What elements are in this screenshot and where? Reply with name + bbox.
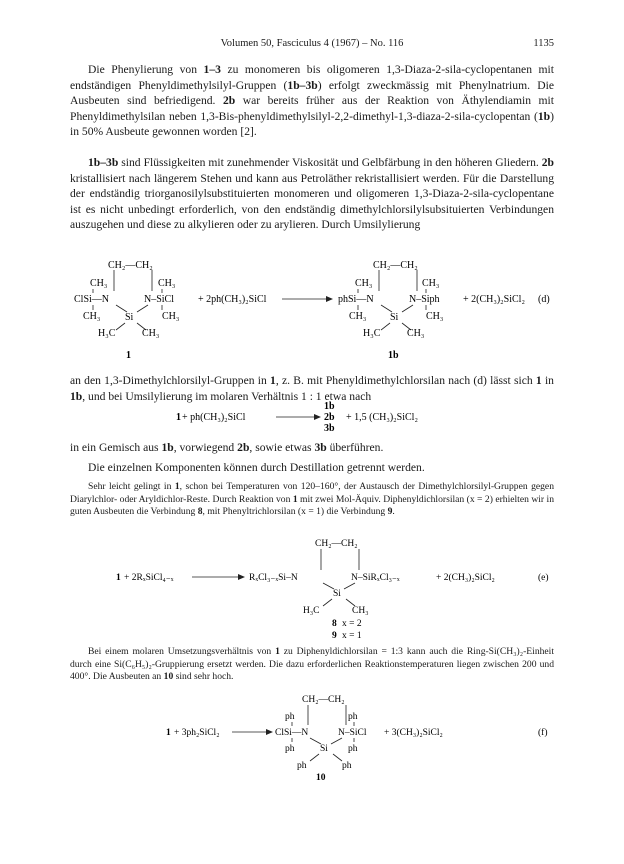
svg-text:+ 2RₓSiCl₄₋ₓ: + 2RₓSiCl₄₋ₓ [124,573,174,583]
svg-text:1: 1 [176,412,181,423]
equation-f [70,692,554,792]
svg-text:N–SiCl: N–SiCl [144,294,175,305]
svg-text:N–SiRₓCl₃₋ₓ: N–SiRₓCl₃₋ₓ [351,573,400,583]
equation-e [70,536,554,642]
svg-text:Si: Si [333,589,341,599]
svg-text:(e): (e) [538,573,549,583]
svg-text:1: 1 [116,573,121,583]
paragraph-austausch: Sehr leicht gelingt in 1, schon bei Temperaturen von 120–160°, der Austausch der Dimethylchlorsilyl-Gruppen gegen Diarylchlor- oder Aryldichlor-Reste. Durch Reaktion von 1 mit zwei Mol-Äquiv. Diphenyldichlorsilan (x = 2) erhielten wir in guten Ausbeuten die Verbindung 8, mit Phenyltrichlorsilan (x = 1) die Verbindung 9. [70,481,555,518]
svg-text:1b: 1b [324,401,335,412]
svg-text:CH₃: CH₃ [349,311,367,322]
svg-text:CH₂—CH₂: CH₂—CH₂ [373,260,418,271]
svg-text:H₃C: H₃C [363,328,381,339]
svg-text:10: 10 [316,773,326,783]
svg-text:+ ph(CH₃)₂SiCl: + ph(CH₃)₂SiCl [182,412,246,423]
svg-text:CH₂—CH₂: CH₂—CH₂ [315,539,358,549]
svg-text:CH₃: CH₃ [162,311,180,322]
svg-text:Si: Si [125,312,134,323]
svg-text:+ 1,5 (CH₃)₂SiCl₂: + 1,5 (CH₃)₂SiCl₂ [346,412,418,423]
paragraph-gemisch: in ein Gemisch aus 1b, vorwiegend 2b, sowie etwas 3b überführen. [70,441,384,454]
svg-text:phSi—N: phSi—N [338,294,374,305]
svg-text:CH₃: CH₃ [90,278,108,289]
svg-text:x = 2: x = 2 [342,619,362,629]
svg-text:x = 1: x = 1 [342,631,362,641]
svg-text:ph: ph [342,761,352,771]
paragraph-destillation: Die einzelnen Komponenten können durch Destillation getrennt werden. [88,461,425,474]
svg-text:ph: ph [297,761,307,771]
svg-text:Si: Si [390,312,399,323]
svg-text:1: 1 [166,728,171,738]
svg-text:2b: 2b [324,412,335,423]
svg-text:3b: 3b [324,423,335,434]
svg-text:ph: ph [348,744,358,754]
paragraph-umsilylierung: an den 1,3-Dimethylchlorsilyl-Gruppen in 1, z. B. mit Phenyldimethylchlorsilan nach (d) lässt sich 1 in 1b, und bei Umsilylierung im molaren Verhältnis 1 : 1 etwa nach [70,374,554,403]
svg-text:ClSi—N: ClSi—N [275,728,309,738]
svg-text:8: 8 [332,619,337,629]
svg-text:1: 1 [126,350,131,361]
svg-text:(d): (d) [538,294,550,305]
svg-text:RₓCl₃₋ₓSi–N: RₓCl₃₋ₓSi–N [249,573,298,583]
svg-text:Si: Si [320,744,328,754]
svg-text:CH₃: CH₃ [422,278,440,289]
svg-text:CH₂—CH₂: CH₂—CH₂ [108,260,153,271]
svg-text:+ 2(CH₃)₂SiCl₂: + 2(CH₃)₂SiCl₂ [463,294,525,305]
svg-text:CH₃: CH₃ [142,328,160,339]
svg-text:+ 3(CH₃)₂SiCl₂: + 3(CH₃)₂SiCl₂ [384,728,443,738]
svg-text:CH₃: CH₃ [355,278,373,289]
paragraph-diphenyl: Bei einem molaren Umsetzungsverhältnis von 1 zu Diphenyldichlorsilan = 1:3 kann auch die Ring-Si(CH₃)₂-Einheit durch eine Si(C₆H₅)₂-Gruppierung ersetzt werden. Die dazu erforderlichen Reaktionstemperaturen liegen zwischen 200 und 400°. Die Ausbeuten an 10 sind sehr hoch. [70,646,554,683]
svg-text:CH₃: CH₃ [352,606,369,616]
svg-text:9: 9 [332,631,337,641]
svg-text:1b: 1b [388,350,399,361]
svg-text:ph: ph [348,712,358,722]
paragraph-phenylierung: Die Phenylierung von 1–3 zu monomeren bis oligomeren 1,3-Diaza-2-sila-cyclopentanen mit endständigen Phenyldimethylsilyl-Gruppen (1b–3b) erfolgt zweckmässig mit Phenylnatrium. Die Ausbeuten sind befriedigend. 2b war bereits früher aus der Reaktion von Äthylendiamin mit Phenyldimethylsilan neben 1,3-Bis-phenyldimethylsilyl-2,2-dimethyl-1,3-diaza-2-sila-cyclopentan (1b) in 50% Ausbeute gewonnen worden [2]. [70,63,555,139]
journal-info: Volumen 50, Fasciculus 4 (1967) – No. 116 [220,38,404,49]
equation-d [70,258,554,368]
svg-text:ph: ph [285,744,295,754]
svg-text:CH₃: CH₃ [426,311,444,322]
svg-text:CH₃: CH₃ [83,311,101,322]
svg-text:H₃C: H₃C [98,328,116,339]
page-number: 1135 [533,38,554,49]
equation-mixture [70,400,554,436]
svg-text:CH₃: CH₃ [407,328,425,339]
svg-text:CH₃: CH₃ [158,278,176,289]
svg-text:+ 2ph(CH₃)₂SiCl: + 2ph(CH₃)₂SiCl [198,294,267,305]
paragraph-fluessigkeiten: 1b–3b sind Flüssigkeiten mit zunehmender Viskosität und Gelbfärbung in den höheren Gliedern. 2b kristallisiert nach längerem Stehen und kann aus Petroläther rekristallisiert werden. Für die Darstellung der endständig triorganosilylsubstituierten monomeren und oligomeren 1,3-Diaza-2-sila-cyclopentane ist es nicht unbedingt erforderlich, von den endständig dimethylchlorsilylsubsituierten Verbindungen auszugehen und diese zu alkylieren oder zu arylieren. Durch Umsilylierung [70,156,554,232]
svg-text:ClSi—N: ClSi—N [74,294,110,305]
svg-text:+ 2(CH₃)₂SiCl₂: + 2(CH₃)₂SiCl₂ [436,573,495,583]
svg-text:N–SiCl: N–SiCl [338,728,367,738]
svg-text:ph: ph [285,712,295,722]
svg-text:CH₂—CH₂: CH₂—CH₂ [302,695,345,705]
svg-text:+ 3ph₂SiCl₂: + 3ph₂SiCl₂ [174,728,220,738]
svg-text:N–Siph: N–Siph [409,294,440,305]
svg-text:H₃C: H₃C [303,606,320,616]
svg-text:(f): (f) [538,728,548,738]
